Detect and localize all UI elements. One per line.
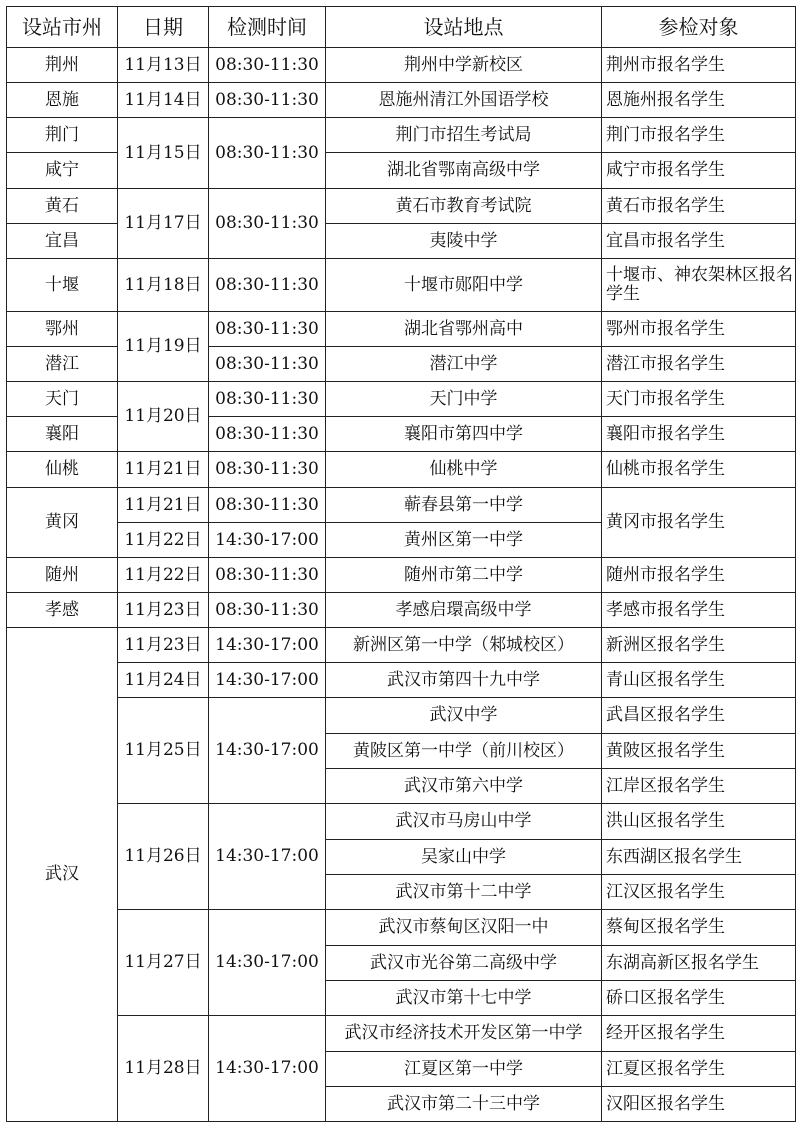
cell-date: 11月21日	[118, 452, 209, 488]
cell-time: 08:30-11:30	[209, 382, 326, 417]
cell-target: 江岸区报名学生	[602, 769, 796, 804]
cell-date: 11月22日	[118, 523, 209, 558]
cell-place: 武汉市第十七中学	[326, 981, 602, 1016]
cell-time: 08:30-11:30	[209, 312, 326, 347]
cell-date: 11月22日	[118, 558, 209, 593]
cell-date: 11月24日	[118, 663, 209, 698]
cell-time: 08:30-11:30	[209, 417, 326, 452]
cell-city: 随州	[7, 558, 118, 593]
cell-date: 11月21日	[118, 488, 209, 523]
cell-place: 武汉市第二十三中学	[326, 1087, 602, 1122]
cell-place: 武汉市蔡甸区汉阳一中	[326, 910, 602, 946]
cell-place: 荆门市招生考试局	[326, 118, 602, 153]
cell-city: 黄石	[7, 189, 118, 224]
header-row	[7, 7, 796, 48]
cell-place: 黄石市教育考试院	[326, 189, 602, 224]
cell-target: 黄冈市报名学生	[602, 488, 796, 558]
table-row	[7, 910, 796, 946]
cell-time: 14:30-17:00	[209, 804, 326, 910]
cell-date: 11月19日	[118, 312, 209, 382]
cell-place: 仙桃中学	[326, 452, 602, 488]
cell-target: 硚口区报名学生	[602, 981, 796, 1016]
table-row	[7, 804, 796, 840]
cell-place: 随州市第二中学	[326, 558, 602, 593]
cell-place: 湖北省鄂南高级中学	[326, 153, 602, 189]
table-row	[7, 118, 796, 153]
cell-city: 十堰	[7, 259, 118, 312]
cell-place: 江夏区第一中学	[326, 1052, 602, 1087]
table-row	[7, 259, 796, 312]
cell-date: 11月26日	[118, 804, 209, 910]
cell-place: 十堰市郧阳中学	[326, 259, 602, 312]
cell-city: 宜昌	[7, 224, 118, 259]
cell-date: 11月15日	[118, 118, 209, 189]
cell-city: 荆州	[7, 48, 118, 83]
col-header-place: 设站地点	[326, 7, 602, 48]
cell-time: 08:30-11:30	[209, 118, 326, 189]
cell-target: 江汉区报名学生	[602, 875, 796, 910]
cell-city: 武汉	[7, 628, 118, 1122]
cell-date: 11月13日	[118, 48, 209, 83]
cell-time: 08:30-11:30	[209, 452, 326, 488]
cell-date: 11月14日	[118, 83, 209, 118]
cell-place: 武汉市光谷第二高级中学	[326, 946, 602, 981]
table-row	[7, 452, 796, 488]
cell-date: 11月20日	[118, 382, 209, 452]
cell-target: 洪山区报名学生	[602, 804, 796, 840]
cell-time: 14:30-17:00	[209, 910, 326, 1016]
cell-place: 吴家山中学	[326, 840, 602, 875]
cell-time: 08:30-11:30	[209, 259, 326, 312]
cell-target: 咸宁市报名学生	[602, 153, 796, 189]
cell-city: 荆门	[7, 118, 118, 153]
cell-time: 14:30-17:00	[209, 698, 326, 804]
cell-place: 武汉市马房山中学	[326, 804, 602, 840]
cell-time: 08:30-11:30	[209, 488, 326, 523]
cell-date: 11月25日	[118, 698, 209, 804]
cell-target: 荆州市报名学生	[602, 48, 796, 83]
cell-target: 武昌区报名学生	[602, 698, 796, 734]
cell-time: 14:30-17:00	[209, 628, 326, 663]
cell-time: 08:30-11:30	[209, 347, 326, 382]
cell-time: 14:30-17:00	[209, 663, 326, 698]
cell-time: 08:30-11:30	[209, 593, 326, 628]
cell-place: 潜江中学	[326, 347, 602, 382]
table-row	[7, 593, 796, 628]
cell-place: 黄州区第一中学	[326, 523, 602, 558]
cell-time: 14:30-17:00	[209, 523, 326, 558]
cell-target: 潜江市报名学生	[602, 347, 796, 382]
cell-target: 仙桃市报名学生	[602, 452, 796, 488]
cell-place: 湖北省鄂州高中	[326, 312, 602, 347]
cell-target: 经开区报名学生	[602, 1016, 796, 1052]
cell-target: 黄石市报名学生	[602, 189, 796, 224]
cell-place: 夷陵中学	[326, 224, 602, 259]
col-header-date: 日期	[118, 7, 209, 48]
cell-target: 鄂州市报名学生	[602, 312, 796, 347]
cell-time: 08:30-11:30	[209, 189, 326, 259]
table-row	[7, 698, 796, 734]
cell-date: 11月23日	[118, 593, 209, 628]
table-row	[7, 48, 796, 83]
table-row	[7, 558, 796, 593]
cell-place: 襄阳市第四中学	[326, 417, 602, 452]
cell-place: 荆州中学新校区	[326, 48, 602, 83]
cell-target: 襄阳市报名学生	[602, 417, 796, 452]
cell-date: 11月23日	[118, 628, 209, 663]
cell-target: 十堰市、神农架林区报名学生	[602, 259, 796, 312]
col-header-city: 设站市州	[7, 7, 118, 48]
cell-time: 08:30-11:30	[209, 83, 326, 118]
cell-target: 黄陂区报名学生	[602, 734, 796, 769]
cell-target: 宜昌市报名学生	[602, 224, 796, 259]
cell-city: 仙桃	[7, 452, 118, 488]
cell-target: 东湖高新区报名学生	[602, 946, 796, 981]
cell-city: 黄冈	[7, 488, 118, 558]
cell-target: 东西湖区报名学生	[602, 840, 796, 875]
cell-city: 鄂州	[7, 312, 118, 347]
cell-city: 襄阳	[7, 417, 118, 452]
cell-city: 天门	[7, 382, 118, 417]
cell-place: 新洲区第一中学（邾城校区）	[326, 628, 602, 663]
table-row	[7, 312, 796, 347]
cell-place: 蕲春县第一中学	[326, 488, 602, 523]
table-row	[7, 1016, 796, 1052]
cell-city: 咸宁	[7, 153, 118, 189]
cell-target: 天门市报名学生	[602, 382, 796, 417]
table-row	[7, 663, 796, 698]
cell-date: 11月17日	[118, 189, 209, 259]
cell-place: 天门中学	[326, 382, 602, 417]
cell-target: 江夏区报名学生	[602, 1052, 796, 1087]
table-row	[7, 83, 796, 118]
cell-target: 恩施州报名学生	[602, 83, 796, 118]
cell-time: 08:30-11:30	[209, 558, 326, 593]
cell-city: 恩施	[7, 83, 118, 118]
table-row	[7, 488, 796, 523]
cell-place: 武汉市经济技术开发区第一中学	[326, 1016, 602, 1052]
cell-target: 青山区报名学生	[602, 663, 796, 698]
cell-place: 武汉中学	[326, 698, 602, 734]
cell-place: 黄陂区第一中学（前川校区）	[326, 734, 602, 769]
cell-target: 蔡甸区报名学生	[602, 910, 796, 946]
cell-city: 潜江	[7, 347, 118, 382]
col-header-target: 参检对象	[602, 7, 796, 48]
cell-date: 11月27日	[118, 910, 209, 1016]
col-header-time: 检测时间	[209, 7, 326, 48]
table-row	[7, 628, 796, 663]
cell-target: 新洲区报名学生	[602, 628, 796, 663]
cell-city: 孝感	[7, 593, 118, 628]
cell-target: 孝感市报名学生	[602, 593, 796, 628]
schedule-table	[6, 6, 796, 1122]
cell-target: 荆门市报名学生	[602, 118, 796, 153]
cell-place: 武汉市第四十九中学	[326, 663, 602, 698]
table-row	[7, 189, 796, 224]
cell-time: 08:30-11:30	[209, 48, 326, 83]
cell-date: 11月18日	[118, 259, 209, 312]
cell-time: 14:30-17:00	[209, 1016, 326, 1122]
cell-date: 11月28日	[118, 1016, 209, 1122]
cell-place: 孝感启環高级中学	[326, 593, 602, 628]
cell-target: 随州市报名学生	[602, 558, 796, 593]
cell-place: 恩施州清江外国语学校	[326, 83, 602, 118]
table-row	[7, 382, 796, 417]
cell-place: 武汉市第十二中学	[326, 875, 602, 910]
cell-target: 汉阳区报名学生	[602, 1087, 796, 1122]
cell-place: 武汉市第六中学	[326, 769, 602, 804]
